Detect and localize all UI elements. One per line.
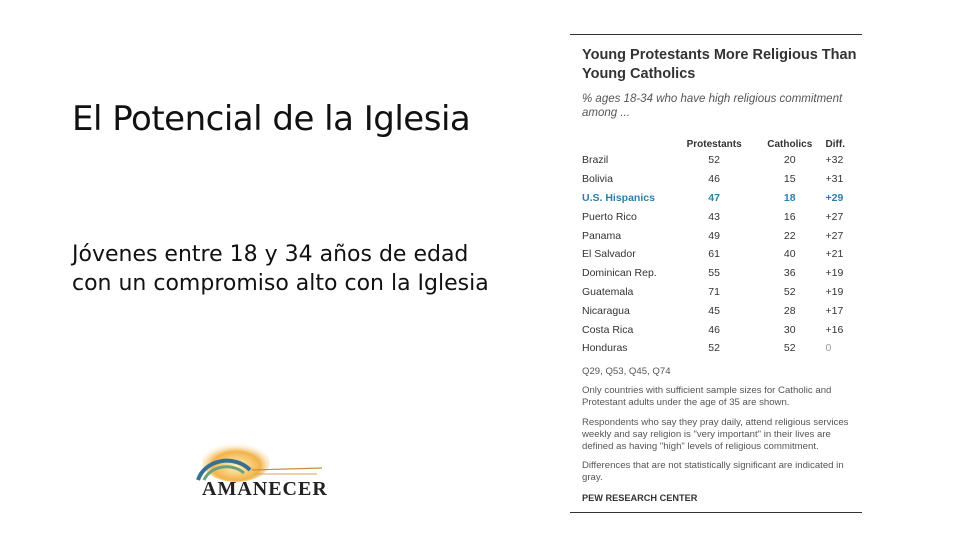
country-cell: Dominican Rep. bbox=[582, 267, 657, 280]
note-significance: Differences that are not statistically significant are indicated in gray. bbox=[582, 460, 844, 484]
diff-cell: 0 bbox=[825, 342, 832, 355]
catholics-cell: 52 bbox=[783, 342, 796, 355]
country-cell: Nicaragua bbox=[582, 304, 630, 317]
table-row bbox=[582, 207, 862, 226]
country-cell: Guatemala bbox=[582, 285, 634, 298]
protestants-cell: 47 bbox=[708, 191, 720, 204]
country-cell: Honduras bbox=[582, 342, 628, 355]
country-cell: Puerto Rico bbox=[582, 210, 637, 223]
protestants-cell: 55 bbox=[708, 267, 720, 280]
catholics-cell: 20 bbox=[783, 154, 796, 167]
catholics-cell: 52 bbox=[783, 285, 796, 298]
country-cell: U.S. Hispanics bbox=[582, 191, 655, 204]
diff-cell: +17 bbox=[825, 304, 844, 317]
protestants-cell: 52 bbox=[708, 342, 720, 355]
note-definition: Respondents who say they pray daily, attend religious services weekly and say religion is "very important" in their lives are defined as having "high" levels of religious commitment. bbox=[582, 416, 849, 453]
table-row bbox=[582, 339, 862, 358]
table-row bbox=[582, 283, 862, 302]
protestants-cell: 46 bbox=[708, 173, 720, 186]
diff-cell: +19 bbox=[825, 267, 844, 280]
bottom-divider bbox=[570, 512, 862, 513]
diff-cell: +19 bbox=[825, 285, 844, 298]
diff-cell: +27 bbox=[825, 210, 844, 223]
catholics-cell: 36 bbox=[783, 267, 796, 280]
protestants-cell: 45 bbox=[708, 304, 720, 317]
table-row bbox=[582, 301, 862, 320]
protestants-cell: 52 bbox=[708, 154, 720, 167]
table-row bbox=[582, 170, 862, 189]
diff-cell: +27 bbox=[825, 229, 844, 242]
column-header-country bbox=[582, 137, 674, 151]
diff-cell: +16 bbox=[825, 323, 844, 336]
table-row bbox=[582, 189, 862, 208]
protestants-cell: 71 bbox=[708, 285, 720, 298]
country-cell: Bolivia bbox=[582, 173, 613, 186]
slide-body-text: Jóvenes entre 18 y 34 años de edad con un compromiso alto con la Iglesia bbox=[72, 242, 489, 296]
catholics-cell: 15 bbox=[783, 173, 796, 186]
catholics-cell: 28 bbox=[783, 304, 796, 317]
protestants-cell: 46 bbox=[708, 323, 720, 336]
catholics-cell: 30 bbox=[783, 323, 796, 336]
chart-notes bbox=[582, 366, 864, 511]
diff-cell: +32 bbox=[825, 154, 844, 167]
diff-cell: +29 bbox=[825, 191, 844, 204]
amanecer-logo bbox=[192, 440, 332, 502]
table-row bbox=[582, 151, 862, 170]
catholics-cell: 16 bbox=[783, 210, 796, 223]
slide-title: El Potencial de la Iglesia bbox=[72, 99, 471, 139]
logo-wordmark: AMANECER bbox=[202, 478, 328, 500]
diff-cell: +31 bbox=[825, 173, 844, 186]
country-cell: El Salvador bbox=[582, 248, 636, 261]
column-header-catholics: Catholics bbox=[767, 138, 813, 150]
column-header-protestants: Protestants bbox=[686, 138, 742, 150]
protestants-cell: 43 bbox=[708, 210, 720, 223]
top-divider bbox=[570, 34, 862, 35]
table-header-row bbox=[582, 137, 862, 151]
country-cell: Brazil bbox=[582, 154, 609, 167]
pew-chart-panel bbox=[570, 34, 862, 514]
country-cell: Costa Rica bbox=[582, 323, 634, 336]
catholics-cell: 22 bbox=[783, 229, 796, 242]
sunrise-globe-icon bbox=[192, 440, 332, 482]
catholics-cell: 40 bbox=[783, 248, 796, 261]
table-row bbox=[582, 264, 862, 283]
chart-title: Young Protestants More Religious Than Young Catholics bbox=[582, 47, 857, 82]
catholics-cell: 18 bbox=[783, 191, 796, 204]
protestants-cell: 49 bbox=[708, 229, 720, 242]
source-credit: PEW RESEARCH CENTER bbox=[582, 492, 698, 503]
protestants-cell: 61 bbox=[708, 248, 720, 261]
country-cell: Panama bbox=[582, 229, 622, 242]
chart-subtitle: % ages 18-34 who have high religious commitment among ... bbox=[582, 93, 843, 119]
table-row bbox=[582, 245, 862, 264]
column-header-diff: Diff. bbox=[825, 138, 845, 150]
religious-commitment-table bbox=[582, 137, 862, 358]
table-row bbox=[582, 226, 862, 245]
diff-cell: +21 bbox=[825, 248, 844, 261]
question-refs: Q29, Q53, Q45, Q74 bbox=[582, 366, 671, 377]
note-sample-size: Only countries with sufficient sample sizes for Catholic and Protestant adults under the age of 35 are shown. bbox=[582, 385, 832, 409]
table-row bbox=[582, 320, 862, 339]
